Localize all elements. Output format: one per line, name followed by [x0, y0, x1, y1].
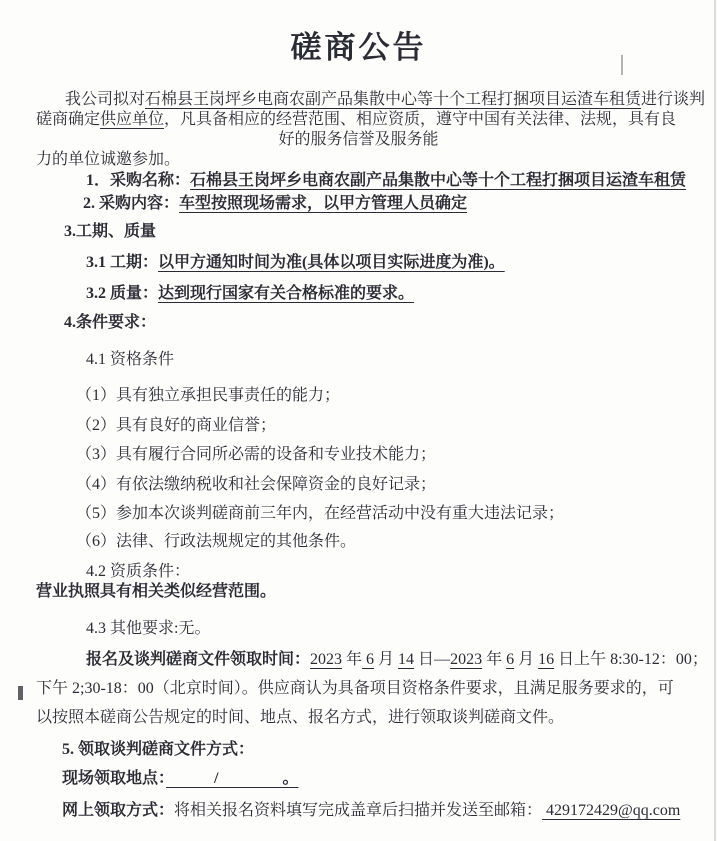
time-range-text: 日上午 8:30-12：00；: [554, 651, 708, 668]
date-text: 年: [482, 651, 507, 668]
quality-label: 3.2 质量：: [86, 285, 159, 302]
start-month: 6: [362, 651, 375, 668]
supplier-term-underlined: 供应单位: [100, 111, 165, 128]
end-year: 2023: [450, 651, 483, 668]
procurement-name-item: [36, 171, 687, 191]
date-text: 年: [342, 651, 363, 668]
email-address: 429172429@qq.com: [542, 802, 681, 819]
registration-time-line-2: 下午 2;30-18：00（北京时间）。供应商认为具备项目资格条件要求，且满足服务要求的，可: [36, 680, 674, 697]
date-text: 月: [374, 651, 399, 668]
intro-line-1: [36, 90, 706, 110]
section-4-2-value: 营业执照具有相关类似经营范围。: [36, 583, 277, 600]
section-4-2-heading: 4.2 资质条件：: [86, 563, 191, 580]
scan-edge-line: [714, 0, 716, 841]
registration-time-line-1: [36, 650, 708, 670]
procurement-content-value: 车型按照现场需求，以甲方管理人员确定: [179, 195, 468, 212]
registration-time-label: 报名及谈判磋商文件领取时间：: [86, 651, 311, 668]
onsite-pickup-line: [36, 769, 681, 789]
quality-value: 达到现行国家有关合格标准的要求。: [158, 285, 415, 302]
registration-time-line-3: 以按照本磋商公告规定的时间、地点、报名方式，进行领取谈判磋商文件。: [36, 709, 565, 726]
date-text: 月: [514, 651, 539, 668]
condition-item-5: （5）参加本次谈判磋商前三年内，在经营活动中没有重大违法记录；: [76, 505, 565, 522]
condition-item-6: （6）法律、行政法规规定的其他条件。: [76, 533, 357, 550]
onsite-pickup-blank: / 。: [166, 770, 299, 787]
procurement-name-label: 1．采购名称：: [86, 172, 191, 189]
condition-item-3: （3）具有履行合同所必需的设备和专业技术能力；: [76, 446, 437, 463]
date-text: 日—: [414, 651, 451, 668]
intro-line-2: [36, 110, 681, 130]
intro-line-3: 好的服务信誉及服务能: [278, 131, 439, 148]
intro-text: 我公司拟对: [65, 91, 146, 108]
condition-item-4: （4）有依法缴纳税收和社会保障资金的良好记录；: [76, 476, 437, 493]
section-3-heading: 3.工期、质量: [64, 223, 157, 240]
end-month: 6: [506, 651, 515, 668]
online-pickup-label: 网上领取方式：: [62, 802, 175, 819]
page-title: 磋商公告: [290, 30, 427, 65]
intro-text: ，凡具备相应的经营范围、相应资质，遵守中国有关法律、法规，具有良: [164, 111, 677, 128]
intro-text: 磋商确定: [36, 111, 101, 128]
procurement-name-value: 石棉县王岗坪乡电商农副产品集散中心等十个工程打捆项目运渣车租赁: [190, 172, 687, 189]
intro-paragraph: [36, 90, 706, 170]
intro-text: 进行谈判: [641, 91, 706, 108]
procurement-content-item: [36, 194, 681, 214]
section-4-1-heading: 4.1 资格条件: [86, 351, 175, 368]
project-name-underlined: 石棉县王岗坪乡电商农副产品集散中心等十个工程打捆项目运渣车租赁: [145, 91, 642, 108]
start-day: 14: [398, 651, 415, 668]
section-3-1-duration: [36, 253, 681, 273]
scan-artifact-bottom: [18, 686, 23, 700]
scan-artifact-top: [621, 55, 623, 75]
section-4-3-other: 4.3 其他要求:无。: [86, 620, 211, 637]
start-year: 2023: [310, 651, 343, 668]
duration-value: 以甲方通知时间为准(具体以项目实际进度为准)。: [158, 254, 505, 271]
end-day: 16: [538, 651, 555, 668]
onsite-pickup-label: 现场领取地点：: [62, 770, 167, 787]
section-5-heading: 5. 领取谈判磋商文件方式：: [62, 741, 255, 758]
procurement-content-label: 2. 采购内容：: [83, 195, 180, 212]
section-4-heading: 4.条件要求：: [64, 314, 157, 331]
intro-line-4: 力的单位诚邀参加。: [36, 151, 181, 168]
condition-item-1: （1）具有独立承担民事责任的能力；: [76, 387, 341, 404]
online-pickup-line: [36, 801, 681, 821]
duration-label: 3.1 工期：: [86, 254, 159, 271]
section-3-2-quality: [36, 284, 681, 304]
online-pickup-text: 将相关报名资料填写完成盖章后扫描并发送至邮箱：: [174, 802, 543, 819]
condition-item-2: （2）具有良好的商业信誉；: [76, 417, 277, 434]
